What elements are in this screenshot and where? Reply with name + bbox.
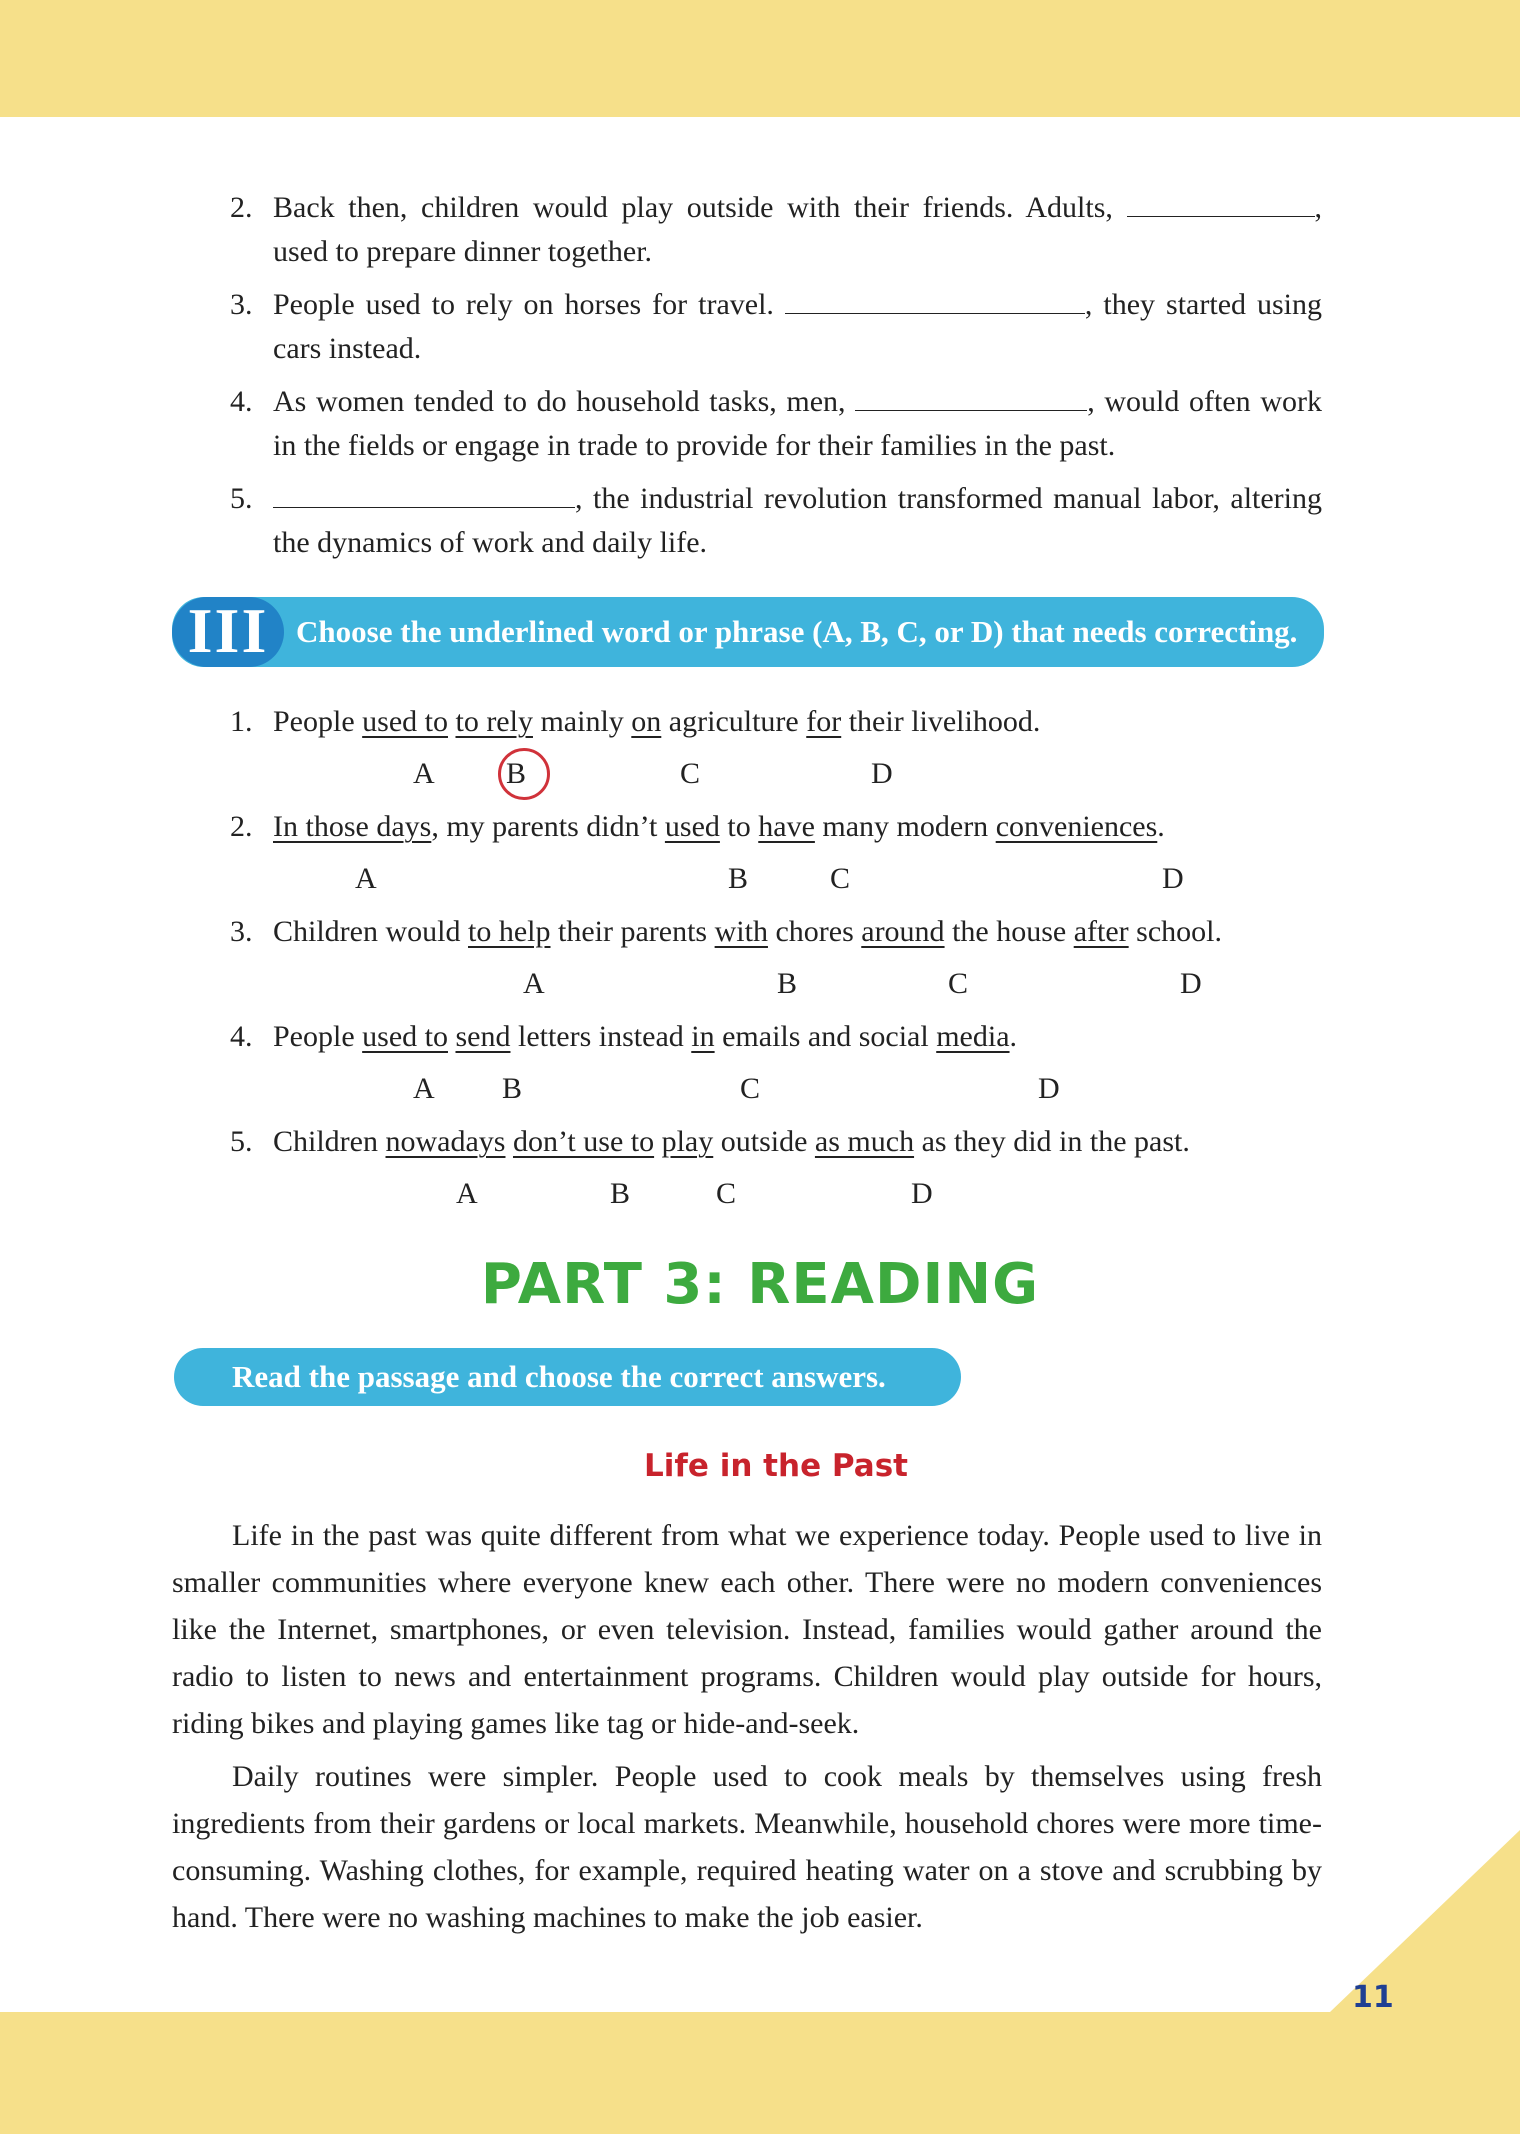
- option-letter-a[interactable]: A: [355, 862, 377, 895]
- text-after-blank: , would often work in the fields or engage in trade to provide for their families in the past.: [273, 385, 1322, 462]
- text-before-blank: People used to rely on horses for travel.: [273, 288, 785, 321]
- sentence-text: many modern: [814, 810, 996, 843]
- text-before-blank: Back then, children would play outside with their friends. Adults,: [273, 191, 1127, 224]
- underlined-option-a: In those days: [273, 810, 432, 843]
- sentence-text: Children would: [273, 915, 468, 948]
- option-letter-d[interactable]: D: [1162, 862, 1184, 895]
- page-number: 11: [1352, 1980, 1394, 2015]
- underlined-option-a: to help: [468, 915, 551, 948]
- part3-title: PART 3: READING: [480, 1252, 1040, 1317]
- underlined-option-b: don’t use to: [512, 1125, 655, 1158]
- item-text: [273, 380, 1322, 468]
- option-letter-c[interactable]: C: [716, 1177, 737, 1210]
- option-letter-d[interactable]: D: [1038, 1072, 1060, 1105]
- answer-blank[interactable]: [855, 387, 1087, 411]
- underlined-option-a: nowadays: [385, 1125, 506, 1158]
- option-letter-c[interactable]: C: [830, 862, 851, 895]
- option-letter-b[interactable]: B: [502, 1072, 523, 1105]
- sentence-text: school.: [1128, 915, 1222, 948]
- list-item: [230, 283, 1322, 371]
- underlined-option-a: used to: [362, 705, 448, 738]
- option-letter-b[interactable]: B: [728, 862, 749, 895]
- text-after-blank: , they started using cars instead.: [273, 288, 1322, 365]
- sentence-text: their parents: [550, 915, 715, 948]
- text-after-blank: , used to prepare dinner together.: [273, 191, 1322, 268]
- answer-blank[interactable]: [1127, 193, 1315, 217]
- item-text: [273, 477, 1322, 565]
- item-number: 1.: [230, 705, 253, 738]
- sentence-text: chores: [767, 915, 862, 948]
- option-letter-b[interactable]: B: [777, 967, 798, 1000]
- sentence-text: .: [1009, 1020, 1018, 1053]
- sentence-text: their livelihood.: [841, 705, 1041, 738]
- sentence-text: outside: [713, 1125, 815, 1158]
- underlined-option-b: used: [664, 810, 720, 843]
- sentence-text: .: [1157, 810, 1165, 843]
- sentence-text: Children: [273, 1125, 386, 1158]
- item-text: [273, 186, 1322, 274]
- bottom-footer-band: [0, 2012, 1520, 2134]
- option-letter-c[interactable]: C: [948, 967, 969, 1000]
- reading-instruction: Read the passage and choose the correct answers.: [232, 1359, 886, 1394]
- item-number: 4.: [230, 385, 253, 418]
- item-number: 5.: [230, 1125, 253, 1158]
- sentence-text: mainly: [532, 705, 632, 738]
- underlined-option-c: play: [661, 1125, 714, 1158]
- question-sentence: [230, 1122, 1322, 1162]
- sentence-text: , my parents didn’t: [431, 810, 665, 843]
- item-number: 3.: [230, 288, 253, 321]
- error-identification-list: [230, 702, 1322, 1227]
- question-item: [230, 1017, 1322, 1122]
- list-item: [230, 186, 1322, 274]
- text-before-blank: As women tended to do household tasks, men,: [273, 385, 856, 418]
- underlined-option-c: in: [691, 1020, 715, 1053]
- item-number: 5.: [230, 482, 253, 515]
- question-sentence: [230, 912, 1322, 952]
- answer-blank[interactable]: [785, 290, 1085, 314]
- sentence-text: letters instead: [510, 1020, 692, 1053]
- item-number: 3.: [230, 915, 253, 948]
- sentence-text: as they did in the past.: [914, 1125, 1190, 1158]
- question-sentence: [230, 1017, 1322, 1057]
- item-text: [273, 283, 1322, 371]
- underlined-option-b: with: [714, 915, 768, 948]
- option-letter-b[interactable]: B: [506, 757, 527, 790]
- sentence-text: the house: [944, 915, 1074, 948]
- list-item: [230, 380, 1322, 468]
- option-letter-d[interactable]: D: [911, 1177, 933, 1210]
- option-letter-b[interactable]: B: [610, 1177, 631, 1210]
- section-iii-banner: [172, 597, 1324, 667]
- section-number-badge: III: [172, 597, 284, 667]
- reading-passage: [172, 1512, 1322, 1947]
- underlined-option-c: have: [758, 810, 815, 843]
- question-item: [230, 1122, 1322, 1227]
- question-item: [230, 912, 1322, 1017]
- option-letter-a[interactable]: A: [456, 1177, 478, 1210]
- sentence-text: agriculture: [661, 705, 807, 738]
- answer-circle-mark: [498, 748, 550, 800]
- option-letter-d[interactable]: D: [871, 757, 893, 790]
- option-letter-a[interactable]: A: [413, 1072, 435, 1105]
- reading-instruction-banner: [174, 1348, 961, 1406]
- sentence-text: People: [273, 705, 363, 738]
- underlined-option-b: send: [455, 1020, 511, 1053]
- question-sentence: [230, 702, 1322, 742]
- fill-in-list: [230, 186, 1322, 574]
- underlined-option-d: as much: [814, 1125, 915, 1158]
- option-letter-a[interactable]: A: [523, 967, 545, 1000]
- item-number: 4.: [230, 1020, 253, 1053]
- passage-paragraph: Daily routines were simpler. People used to cook meals by themselves using fresh ingredients from their gardens or local markets. Meanwhile, household chores were more time-consuming. Washing clothes, for example, required heating water on a stove and scrubbing by hand. There were no washing machines to make the job easier.: [172, 1760, 1322, 1934]
- section-instruction: Choose the underlined word or phrase (A, B, C, or D) that needs correcting.: [296, 614, 1298, 649]
- underlined-option-c: on: [631, 705, 662, 738]
- sentence-text: to: [719, 810, 759, 843]
- question-item: [230, 807, 1322, 912]
- question-item: [230, 702, 1322, 807]
- passage-title: Life in the Past: [644, 1448, 908, 1484]
- answer-blank[interactable]: [273, 484, 575, 508]
- item-number: 2.: [230, 810, 253, 843]
- sentence-text: emails and social: [714, 1020, 937, 1053]
- option-letter-a[interactable]: A: [413, 757, 435, 790]
- underlined-option-d: media: [936, 1020, 1010, 1053]
- question-sentence: [230, 807, 1322, 847]
- top-header-band: [0, 0, 1520, 117]
- text-after-blank: , the industrial revolution transformed manual labor, altering the dynamics of work and daily life.: [273, 482, 1322, 559]
- underlined-option-d: after: [1073, 915, 1129, 948]
- passage-paragraph: Life in the past was quite different from what we experience today. People used to live in smaller communities where everyone knew each other. There were no modern conveniences like the Internet, smartphones, or even television. Instead, families would gather around the radio to listen to news and entertainment programs. Children would play outside for hours, riding bikes and playing games like tag or hide-and-seek.: [172, 1519, 1322, 1740]
- underlined-option-d: for: [806, 705, 842, 738]
- option-letter-c[interactable]: C: [740, 1072, 761, 1105]
- option-letter-d[interactable]: D: [1180, 967, 1202, 1000]
- underlined-option-c: around: [861, 915, 945, 948]
- sentence-text: [505, 1125, 513, 1158]
- option-letter-c[interactable]: C: [680, 757, 701, 790]
- underlined-option-d: conveniences: [995, 810, 1158, 843]
- sentence-text: People: [273, 1020, 363, 1053]
- underlined-option-a: used to: [362, 1020, 448, 1053]
- underlined-option-b: to rely: [455, 705, 533, 738]
- sentence-text: [654, 1125, 662, 1158]
- item-number: 2.: [230, 191, 253, 224]
- list-item: [230, 477, 1322, 565]
